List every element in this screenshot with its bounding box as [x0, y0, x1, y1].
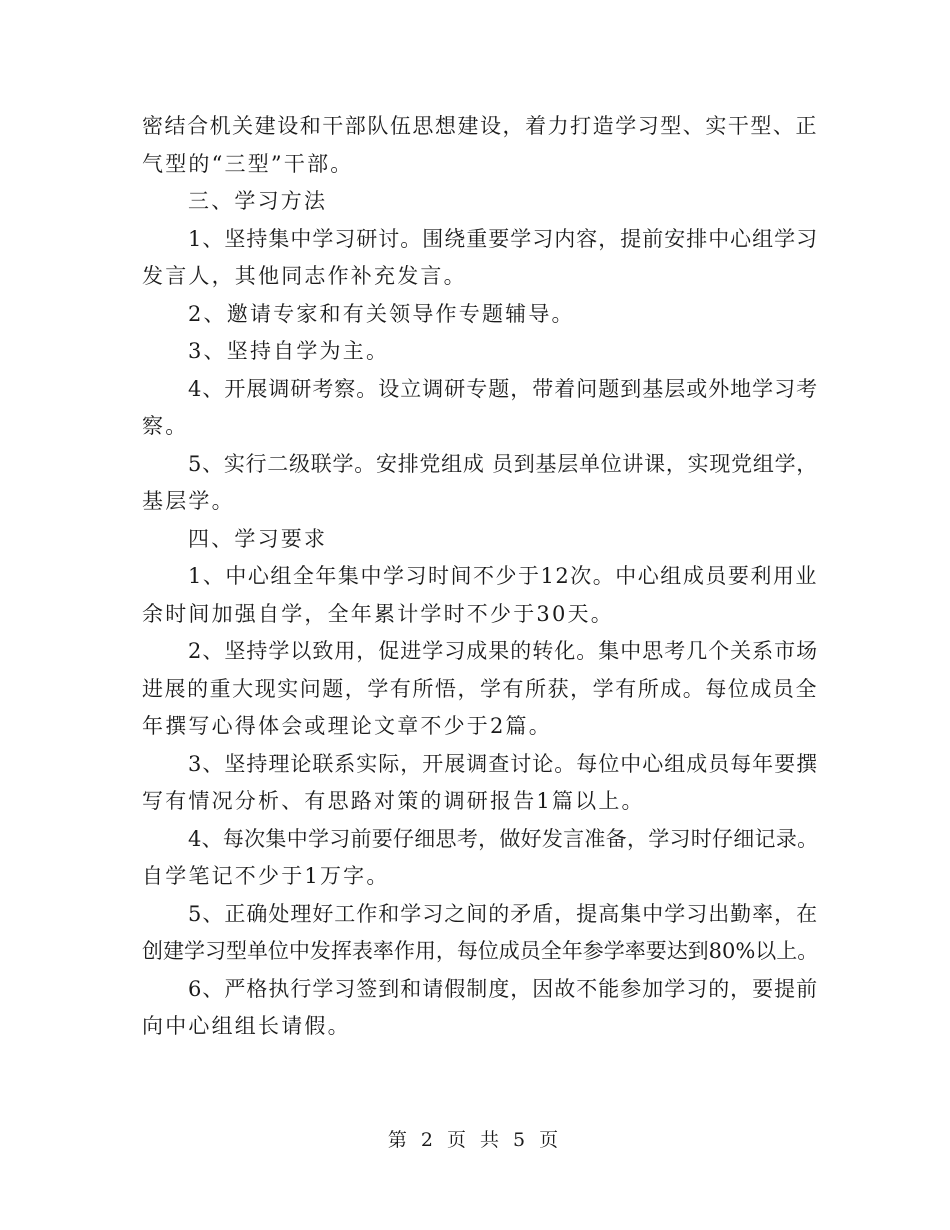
- text-line: 1、中心组全年集中学习时间不少于12次。中心组成员要利用业: [188, 564, 818, 588]
- text-line: 气型的“三型”干部。: [142, 152, 354, 176]
- text-line: 4、每次集中学习前要仔细思考，做好发言准备，学习时仔细记录。: [188, 827, 819, 851]
- text-line: 6、严格执行学习签到和请假制度，因故不能参加学习的，要提前: [188, 977, 819, 1001]
- text-line: 写有情况分析、有思路对策的调研报告1篇以上。: [142, 789, 645, 813]
- text-line: 4、开展调研考察。设立调研专题，带着问题到基层或外地学习考: [188, 377, 819, 401]
- text-line: 基层学。: [142, 489, 235, 513]
- text-line: 发言人，其他同志作补充发言。: [142, 264, 467, 288]
- text-line: 创建学习型单位中发挥表率作用，每位成员全年参学率要达到80%以上。: [142, 939, 819, 963]
- text-line: 5、正确处理好工作和学习之间的矛盾，提高集中学习出勤率，在: [188, 902, 819, 926]
- text-line: 3、坚持自学为主。: [188, 339, 390, 363]
- text-line: 余时间加强自学，全年累计学时不少于30天。: [142, 602, 614, 626]
- text-line: 年撰写心得体会或理论文章不少于2篇。: [142, 714, 552, 738]
- section-heading: 三、学习方法: [188, 189, 328, 213]
- text-line: 密结合机关建设和干部队伍思想建设，着力打造学习型、实干型、正: [142, 114, 818, 138]
- text-line: 进展的重大现实问题，学有所悟，学有所获，学有所成。每位成员全: [142, 677, 818, 701]
- text-line: 自学笔记不少于1万字。: [142, 864, 390, 888]
- text-line: 察。: [142, 414, 189, 438]
- text-line: 向中心组组长请假。: [142, 1014, 351, 1038]
- text-line: 3、坚持理论联系实际，开展调查讨论。每位中心组成员每年要撰: [188, 752, 819, 776]
- text-line: 5、实行二级联学。安排党组成 员到基层单位讲课，实现党组学，: [188, 452, 819, 476]
- page-footer: 第 2 页 共 5 页: [387, 1129, 563, 1151]
- text-line: 1、坚持集中学习研讨。围绕重要学习内容，提前安排中心组学习: [188, 227, 819, 251]
- section-heading: 四、学习要求: [188, 527, 328, 551]
- text-line: 2、坚持学以致用，促进学习成果的转化。集中思考几个关系市场: [188, 639, 819, 663]
- text-line: 2、邀请专家和有关领导作专题辅导。: [188, 302, 575, 326]
